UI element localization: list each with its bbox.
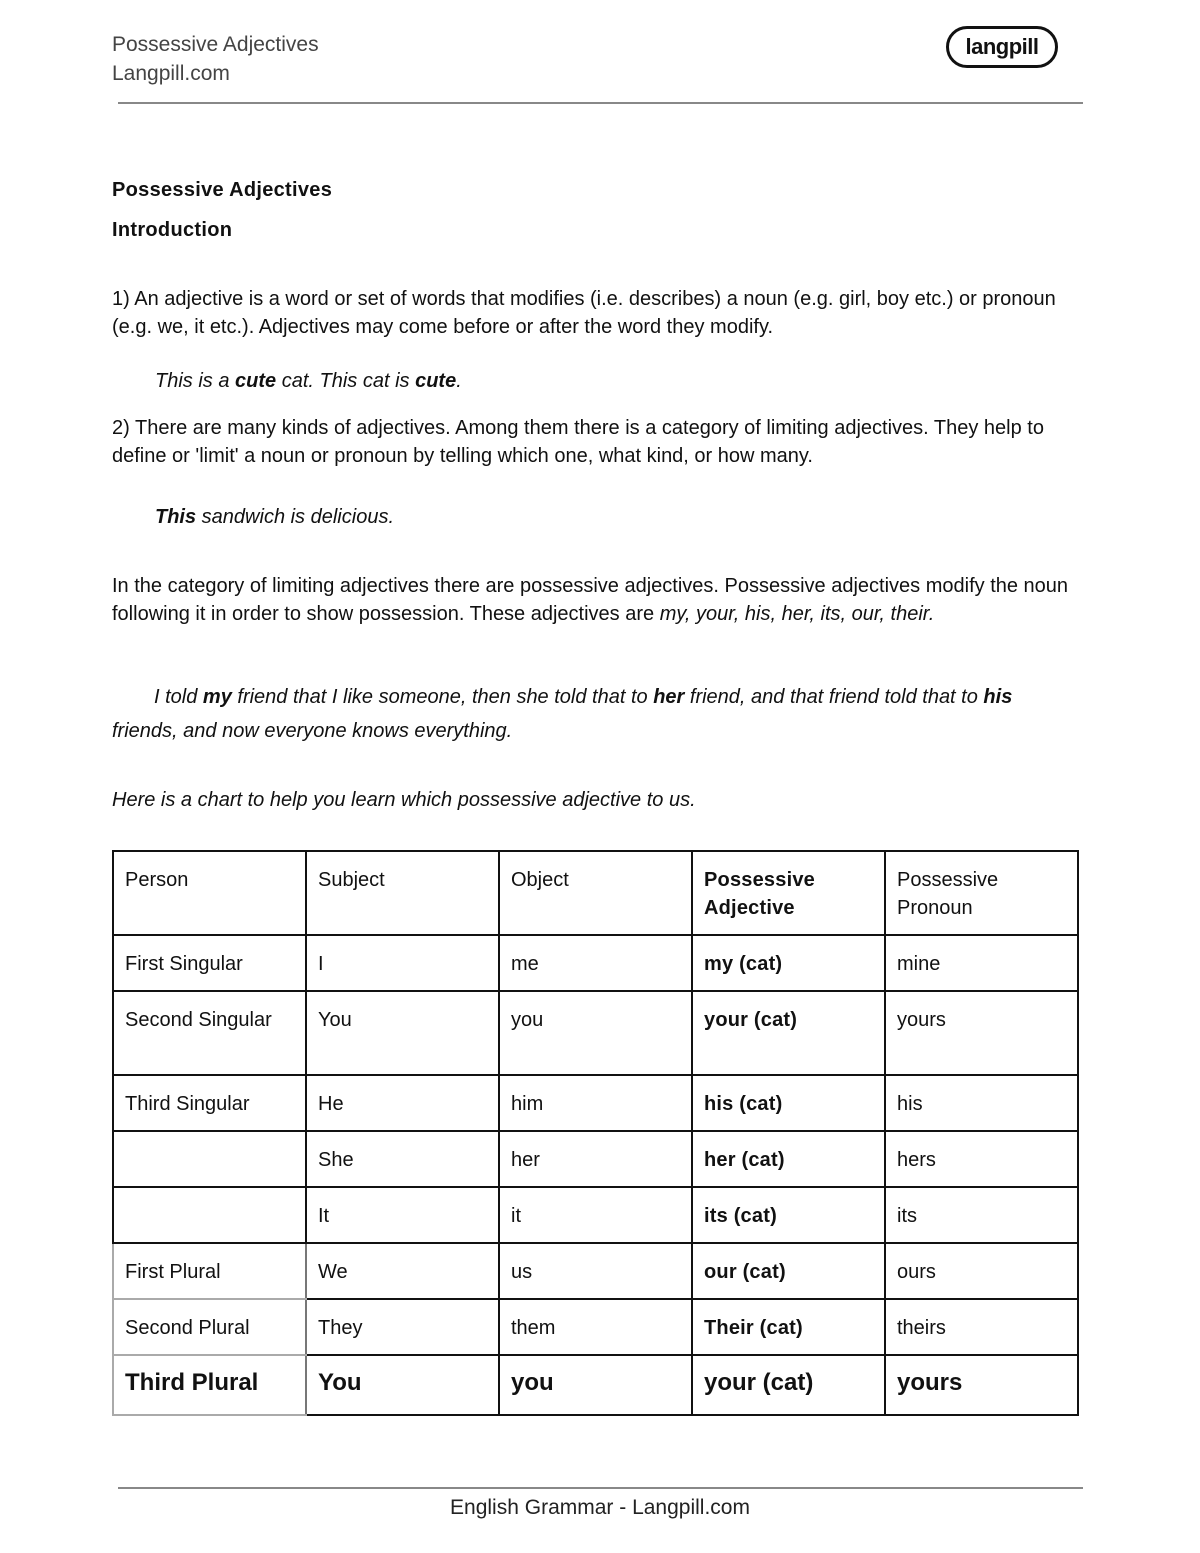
example-emphasis: his: [983, 686, 1013, 708]
table-cell: Third Singular: [113, 1075, 306, 1131]
table-cell: I: [306, 935, 499, 991]
table-row: [113, 991, 1078, 1075]
example-3: [112, 680, 1082, 748]
example-1: [155, 370, 462, 393]
example-emphasis: This: [155, 506, 197, 528]
header-title: Possessive Adjectives: [112, 33, 319, 56]
langpill-logo: langpill: [946, 26, 1058, 68]
page-title: Possessive Adjectives: [112, 179, 333, 201]
table-row: [113, 1187, 1078, 1243]
table-row: [113, 1355, 1078, 1415]
example-text: cat. This cat is: [276, 370, 416, 392]
column-header: Subject: [306, 851, 499, 935]
table-cell: him: [499, 1075, 692, 1131]
table-cell: his (cat): [692, 1075, 885, 1131]
table-cell: It: [306, 1187, 499, 1243]
example-text: sandwich is delicious.: [196, 506, 394, 528]
table-cell: [113, 1187, 306, 1243]
footer-divider: [118, 1487, 1083, 1489]
table-cell: You: [306, 1355, 499, 1415]
header-site: Langpill.com: [112, 62, 230, 85]
table-cell: its: [885, 1187, 1078, 1243]
example-text: This is a: [155, 370, 236, 392]
paragraph-3: [112, 572, 1082, 628]
table-cell: First Singular: [113, 935, 306, 991]
example-emphasis: cute: [415, 370, 457, 392]
table-cell: [113, 1131, 306, 1187]
table-cell: You: [306, 991, 499, 1075]
example-text: friend, and that friend told that to: [684, 686, 984, 708]
table-cell: her (cat): [692, 1131, 885, 1187]
table-cell: you: [499, 991, 692, 1075]
table-row: [113, 1243, 1078, 1299]
table-cell: her: [499, 1131, 692, 1187]
table-header-row: [113, 851, 1078, 935]
example-emphasis: her: [653, 686, 685, 708]
adjective-list: my, your, his, her, its, our, their.: [659, 603, 935, 625]
table-row: [113, 1131, 1078, 1187]
table-cell: mine: [885, 935, 1078, 991]
section-heading: Introduction: [112, 219, 233, 241]
table-cell: you: [499, 1355, 692, 1415]
possessive-adjectives-table: [112, 850, 1079, 1416]
table-cell: them: [499, 1299, 692, 1355]
column-header: Possessive Pronoun: [885, 851, 1078, 935]
table-row: [113, 935, 1078, 991]
table-cell: They: [306, 1299, 499, 1355]
page-footer: English Grammar - Langpill.com: [450, 1496, 750, 1519]
table-cell: He: [306, 1075, 499, 1131]
example-emphasis: cute: [235, 370, 277, 392]
table-cell: First Plural: [113, 1243, 306, 1299]
table-cell: it: [499, 1187, 692, 1243]
table-cell: Their (cat): [692, 1299, 885, 1355]
example-emphasis: my: [202, 686, 232, 708]
table-cell: Third Plural: [113, 1355, 306, 1415]
table-cell: ours: [885, 1243, 1078, 1299]
table-cell: our (cat): [692, 1243, 885, 1299]
document-header: [112, 30, 319, 88]
table-cell: She: [306, 1131, 499, 1187]
example-text: friends, and now everyone knows everything.: [112, 720, 513, 742]
table-cell: yours: [885, 1355, 1078, 1415]
table-cell: Second Singular: [113, 991, 306, 1075]
example-text: I told: [154, 686, 203, 708]
column-header: Person: [113, 851, 306, 935]
example-2: [155, 506, 394, 529]
column-header: Possessive Adjective: [692, 851, 885, 935]
table-cell: We: [306, 1243, 499, 1299]
paragraph-text: In the category of limiting adjectives there are possessive adjectives. Possessive adjectives modify the noun following it in order to show possession. These adjectives are: [112, 575, 1069, 625]
table-cell: its (cat): [692, 1187, 885, 1243]
table-cell: your (cat): [692, 991, 885, 1075]
table-row: [113, 1075, 1078, 1131]
chart-intro: Here is a chart to help you learn which possessive adjective to us.: [112, 789, 696, 811]
table-cell: me: [499, 935, 692, 991]
table-cell: us: [499, 1243, 692, 1299]
header-divider: [118, 102, 1083, 104]
table-cell: my (cat): [692, 935, 885, 991]
column-header: Object: [499, 851, 692, 935]
example-text: friend that I like someone, then she told that to: [231, 686, 654, 708]
example-text: .: [456, 370, 462, 392]
table-cell: theirs: [885, 1299, 1078, 1355]
table-cell: his: [885, 1075, 1078, 1131]
paragraph-1: 1) An adjective is a word or set of words that modifies (i.e. describes) a noun (e.g. girl, boy etc.) or pronoun (e.g. we, it etc.). Adjectives may come before or after the word they modify.: [112, 288, 1056, 338]
table-cell: your (cat): [692, 1355, 885, 1415]
table-cell: Second Plural: [113, 1299, 306, 1355]
table-cell: hers: [885, 1131, 1078, 1187]
paragraph-2: 2) There are many kinds of adjectives. Among them there is a category of limiting adjectives. They help to define or 'limit' a noun or pronoun by telling which one, what kind, or how many.: [112, 417, 1044, 467]
table-cell: yours: [885, 991, 1078, 1075]
table-row: [113, 1299, 1078, 1355]
